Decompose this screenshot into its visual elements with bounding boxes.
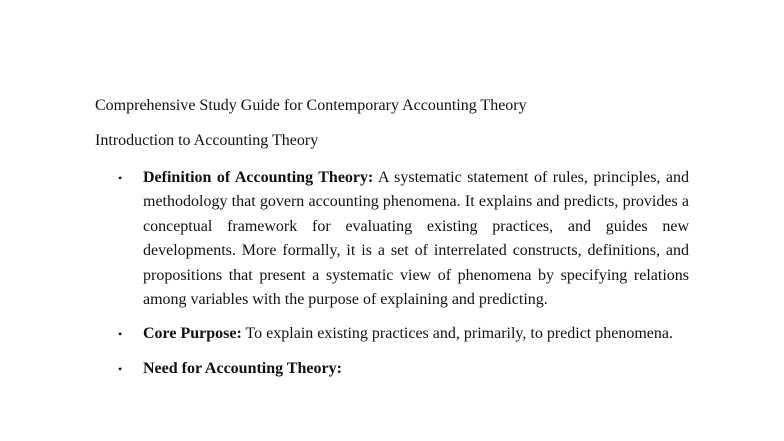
bullet-term: Definition of Accounting Theory: bbox=[143, 169, 374, 186]
bullet-item-core-purpose bbox=[95, 322, 689, 346]
document-title: Comprehensive Study Guide for Contemporary Accounting Theory bbox=[95, 97, 527, 114]
section-heading: Introduction to Accounting Theory bbox=[95, 132, 319, 149]
bullet-item-need bbox=[95, 357, 689, 381]
bullet-text: A systematic statement of rules, principles, and methodology that govern accounting phenomena. It explains and predicts, provides a conceptual framework for evaluating existing practices, and guides new developments. More formally, it is a set of interrelated constructs, definitions, and propositions that present a systematic view of phenomena by specifying relations among variables with the purpose of explaining and predicting. bbox=[143, 169, 690, 309]
bullet-term: Core Purpose: bbox=[143, 325, 242, 343]
bullet-icon: • bbox=[118, 361, 123, 376]
bullet-icon: • bbox=[118, 171, 123, 185]
bullet-icon: • bbox=[118, 327, 123, 342]
bullet-item-definition bbox=[95, 166, 689, 312]
bullet-term: Need for Accounting Theory: bbox=[143, 359, 342, 377]
bullet-list bbox=[95, 166, 689, 391]
bullet-text: To explain existing practices and, primarily, to predict phenomena. bbox=[245, 325, 673, 343]
